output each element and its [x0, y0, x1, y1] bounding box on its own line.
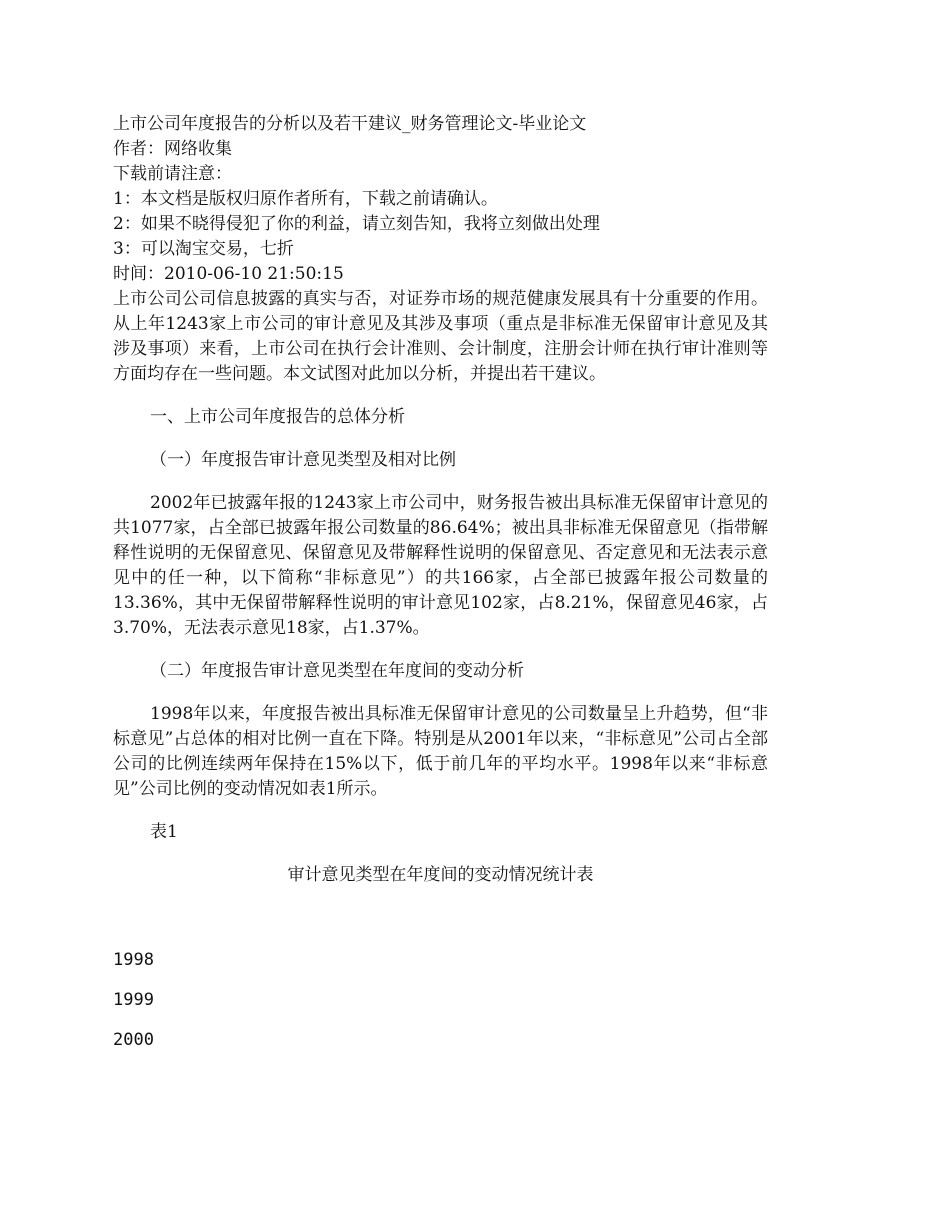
document-title: 上市公司年度报告的分析以及若干建议_财务管理论文-毕业论文 [113, 114, 587, 134]
document-page [113, 112, 768, 1068]
paragraph-opinion-types: 2002年已披露年报的1243家上市公司中，财务报告被出具标准无保留审计意见的共1077家，占全部已披露年报公司数量的86.64%；被出具非标准无保留意见（指带解释性说明的无保留意见、保留意见及带解释性说明的保留意见、否定意见和无法表示意见中的任一种，以下简称“非标意见”）的共166家，占全部已披露年报公司数量的13.36%，其中无保留带解释性说明的审计意见102家，占8.21%，保留意见46家，占3.70%，无法表示意见18家，占1.37%。 [113, 493, 768, 638]
table-year-2000: 2000 [113, 1030, 154, 1050]
table-year-1998: 1998 [113, 950, 154, 970]
subsection-heading-2: （二）年度报告审计意见类型在年度间的变动分析 [150, 661, 524, 681]
time-line: 时间：2010-06-10 21:50:15 [113, 264, 344, 284]
notice-item-2: 2：如果不晓得侵犯了你的利益，请立刻告知，我将立刻做出处理 [113, 214, 600, 234]
intro-paragraph: 上市公司公司信息披露的真实与否，对证券市场的规范健康发展具有十分重要的作用。从上年1243家上市公司的审计意见及其涉及事项（重点是非标准无保留审计意见及其涉及事项）来看，上市公司在执行会计准则、会计制度，注册会计师在执行审计准则等方面均存在一些问题。本文试图对此加以分析，并提出若干建议。 [113, 289, 768, 384]
author-line: 作者：网络收集 [113, 139, 232, 159]
subsection-heading-1: （一）年度报告审计意见类型及相对比例 [150, 450, 456, 470]
table-title: 审计意见类型在年度间的变动情况统计表 [287, 865, 594, 885]
notice-heading: 下载前请注意： [113, 164, 232, 184]
table-label: 表1 [150, 822, 178, 842]
table-year-1999: 1999 [113, 990, 154, 1010]
notice-item-1: 1：本文档是版权归原作者所有，下载之前请确认。 [113, 189, 498, 209]
section-heading-1: 一、上市公司年度报告的总体分析 [150, 407, 405, 427]
paragraph-yearly-change: 1998年以来，年度报告被出具标准无保留审计意见的公司数量呈上升趋势，但“非标意见”占总体的相对比例一直在下降。特别是从2001年以来，“非标意见”公司占全部公司的比例连续两年保持在15%以下，低于前几年的平均水平。1998年以来“非标意见”公司比例的变动情况如表1所示。 [113, 704, 768, 799]
notice-item-3: 3：可以淘宝交易，七折 [113, 239, 294, 259]
